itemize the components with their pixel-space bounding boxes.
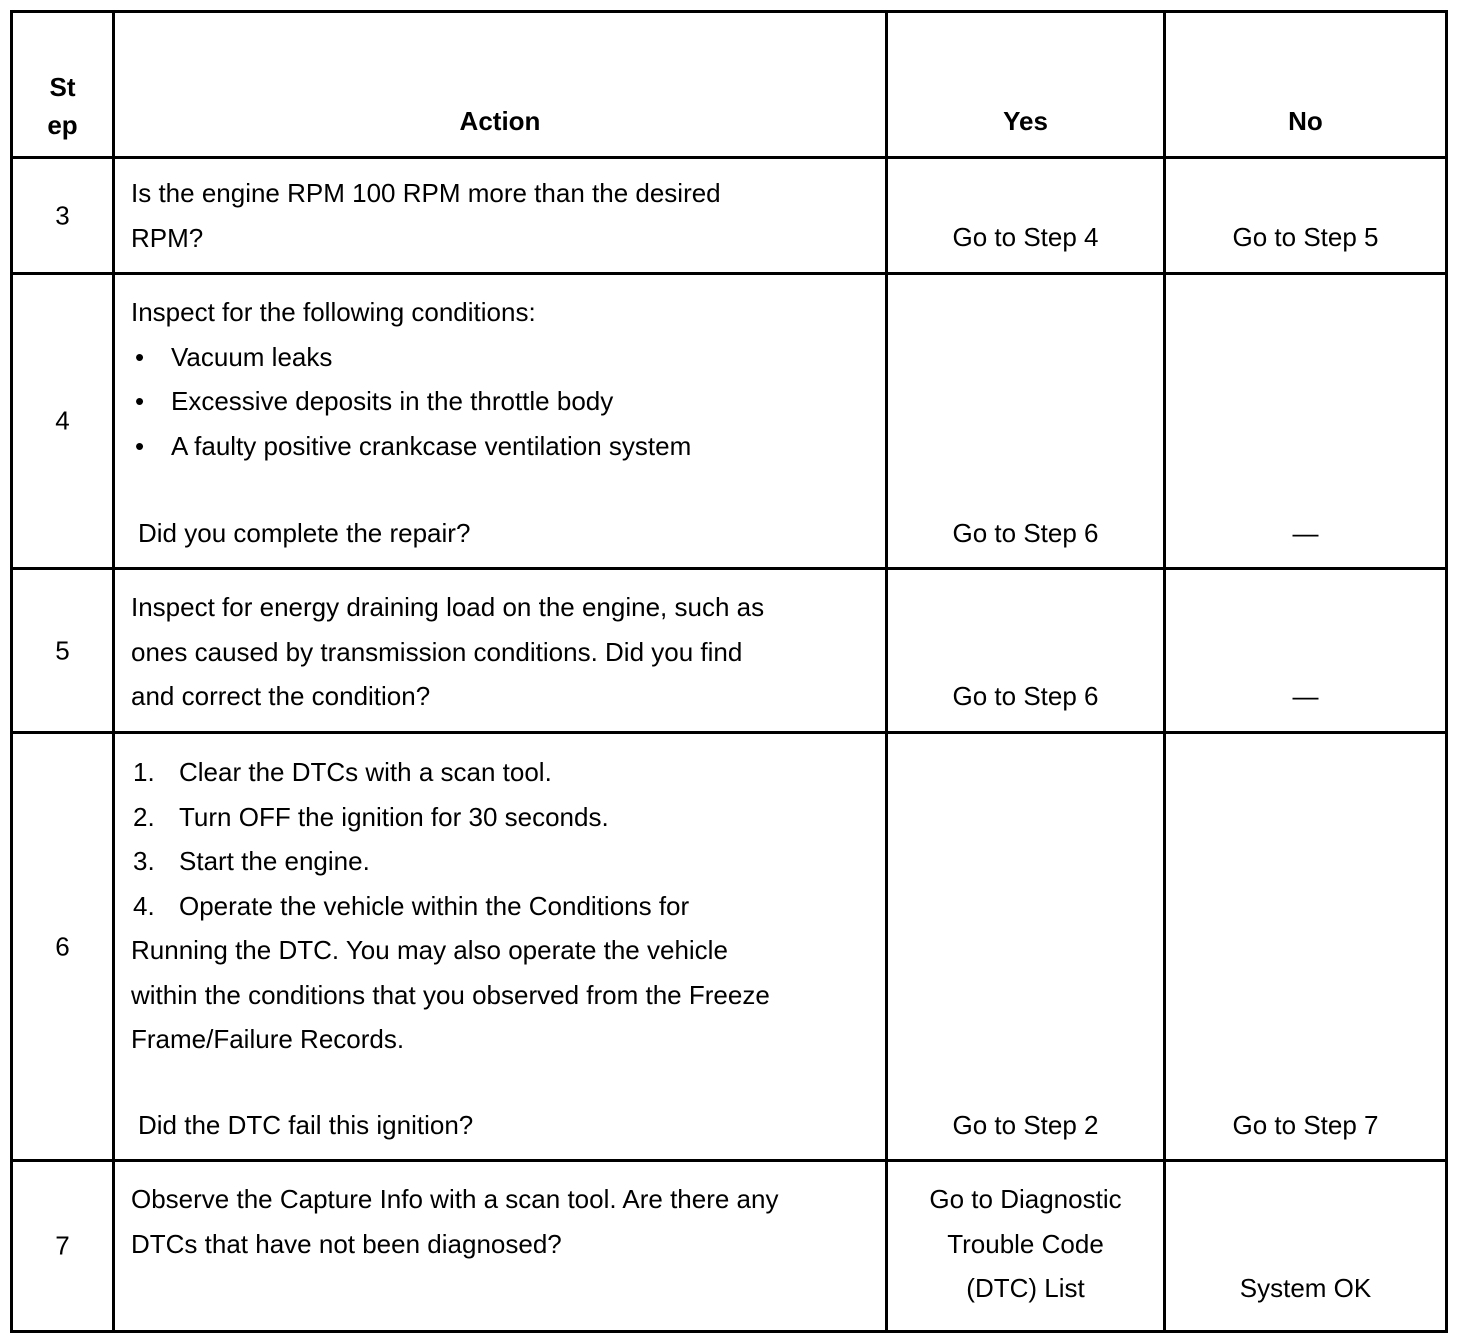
item-number: 4. <box>133 890 155 921</box>
table-row <box>12 569 1447 733</box>
numbered-item <box>131 884 873 929</box>
yes-cell <box>887 1161 1165 1332</box>
yes-cell <box>887 733 1165 1161</box>
no-result: Go to Step 7 <box>1232 1110 1379 1140</box>
bullet-item <box>131 335 873 380</box>
step-cell <box>12 158 114 274</box>
no-result: — <box>1292 681 1319 711</box>
header-yes-cell <box>887 12 1165 158</box>
action-line: DTCs that have not been diagnosed? <box>131 1228 562 1259</box>
action-line: Is the engine RPM 100 RPM more than the desired <box>131 178 721 208</box>
yes-line: Trouble Code <box>947 1228 1104 1259</box>
bullet-dot: • <box>135 386 145 416</box>
header-yes: Yes <box>1003 106 1048 136</box>
yes-result: Go to Step 2 <box>952 1110 1099 1140</box>
item-text: Operate the vehicle within the Conditions for <box>179 890 690 921</box>
action-cell <box>114 158 887 274</box>
bullet-dot: • <box>135 430 145 461</box>
bullet-text: Vacuum leaks <box>171 341 333 372</box>
bullet-item <box>131 424 873 469</box>
header-no: No <box>1288 106 1323 136</box>
action-text <box>131 171 873 260</box>
item-text: Start the engine. <box>179 846 370 876</box>
action-line: and correct the condition? <box>131 681 431 711</box>
yes-line: (DTC) List <box>966 1273 1085 1303</box>
header-action: Action <box>459 106 541 136</box>
action-line: ones caused by transmission conditions. Did you find <box>131 636 743 667</box>
step-cell <box>12 733 114 1161</box>
action-text <box>131 585 873 719</box>
bullet-dot: • <box>135 341 145 372</box>
bullet-text: A faulty positive crankcase ventilation system <box>171 430 692 461</box>
yes-result: Go to Step 4 <box>952 222 1099 252</box>
item-number: 2. <box>133 801 155 832</box>
action-question: Did you complete the repair? <box>138 518 471 548</box>
no-result: — <box>1292 518 1319 548</box>
diagnostic-table <box>10 10 1448 1333</box>
action-line: Frame/Failure Records. <box>131 1024 405 1054</box>
table-row <box>12 158 1447 274</box>
step-cell <box>12 274 114 569</box>
numbered-item <box>131 750 873 795</box>
action-text <box>131 750 873 1062</box>
bullet-text: Excessive deposits in the throttle body <box>171 386 614 416</box>
action-text <box>131 1177 873 1266</box>
yes-line: Go to Diagnostic <box>929 1184 1122 1214</box>
yes-result <box>888 1177 1163 1311</box>
table-row <box>12 274 1447 569</box>
step-number: 7 <box>55 1230 70 1261</box>
no-cell <box>1165 733 1447 1161</box>
no-cell <box>1165 158 1447 274</box>
yes-cell <box>887 274 1165 569</box>
table-row <box>12 1161 1447 1332</box>
yes-result: Go to Step 6 <box>952 681 1099 711</box>
bullet-item <box>131 379 873 424</box>
no-cell <box>1165 569 1447 733</box>
yes-cell <box>887 569 1165 733</box>
action-line: within the conditions that you observed from the Freeze <box>131 979 770 1010</box>
header-action-cell <box>114 12 887 158</box>
yes-cell <box>887 158 1165 274</box>
numbered-item <box>131 839 873 884</box>
item-number: 3. <box>133 846 155 876</box>
action-line: Inspect for energy draining load on the engine, such as <box>131 592 765 622</box>
header-step-cell <box>12 12 114 158</box>
action-intro: Inspect for the following conditions: <box>131 297 536 327</box>
header-no-cell <box>1165 12 1447 158</box>
item-text: Clear the DTCs with a scan tool. <box>179 757 552 787</box>
header-step: St ep <box>47 72 78 140</box>
diagnostic-table-container <box>10 10 1445 1330</box>
action-line: RPM? <box>131 222 204 253</box>
action-text <box>131 290 873 468</box>
step-number: 5 <box>55 635 70 665</box>
step-number: 3 <box>55 200 70 230</box>
step-number: 6 <box>55 931 70 961</box>
no-cell <box>1165 1161 1447 1332</box>
action-question: Did the DTC fail this ignition? <box>138 1110 474 1140</box>
numbered-item <box>131 795 873 840</box>
action-cell <box>114 1161 887 1332</box>
item-number: 1. <box>133 757 155 787</box>
step-cell <box>12 1161 114 1332</box>
action-cell <box>114 274 887 569</box>
action-line: Observe the Capture Info with a scan tool. Are there any <box>131 1184 779 1214</box>
header-row <box>12 12 1447 158</box>
no-result: System OK <box>1239 1273 1372 1303</box>
no-result: Go to Step 5 <box>1232 222 1379 252</box>
step-cell <box>12 569 114 733</box>
table-row <box>12 733 1447 1161</box>
yes-result: Go to Step 6 <box>952 518 1099 548</box>
no-cell <box>1165 274 1447 569</box>
step-number: 4 <box>55 405 70 436</box>
action-cell <box>114 569 887 733</box>
action-cell <box>114 733 887 1161</box>
item-text: Turn OFF the ignition for 30 seconds. <box>179 801 609 832</box>
action-line: Running the DTC. You may also operate the vehicle <box>131 935 728 965</box>
